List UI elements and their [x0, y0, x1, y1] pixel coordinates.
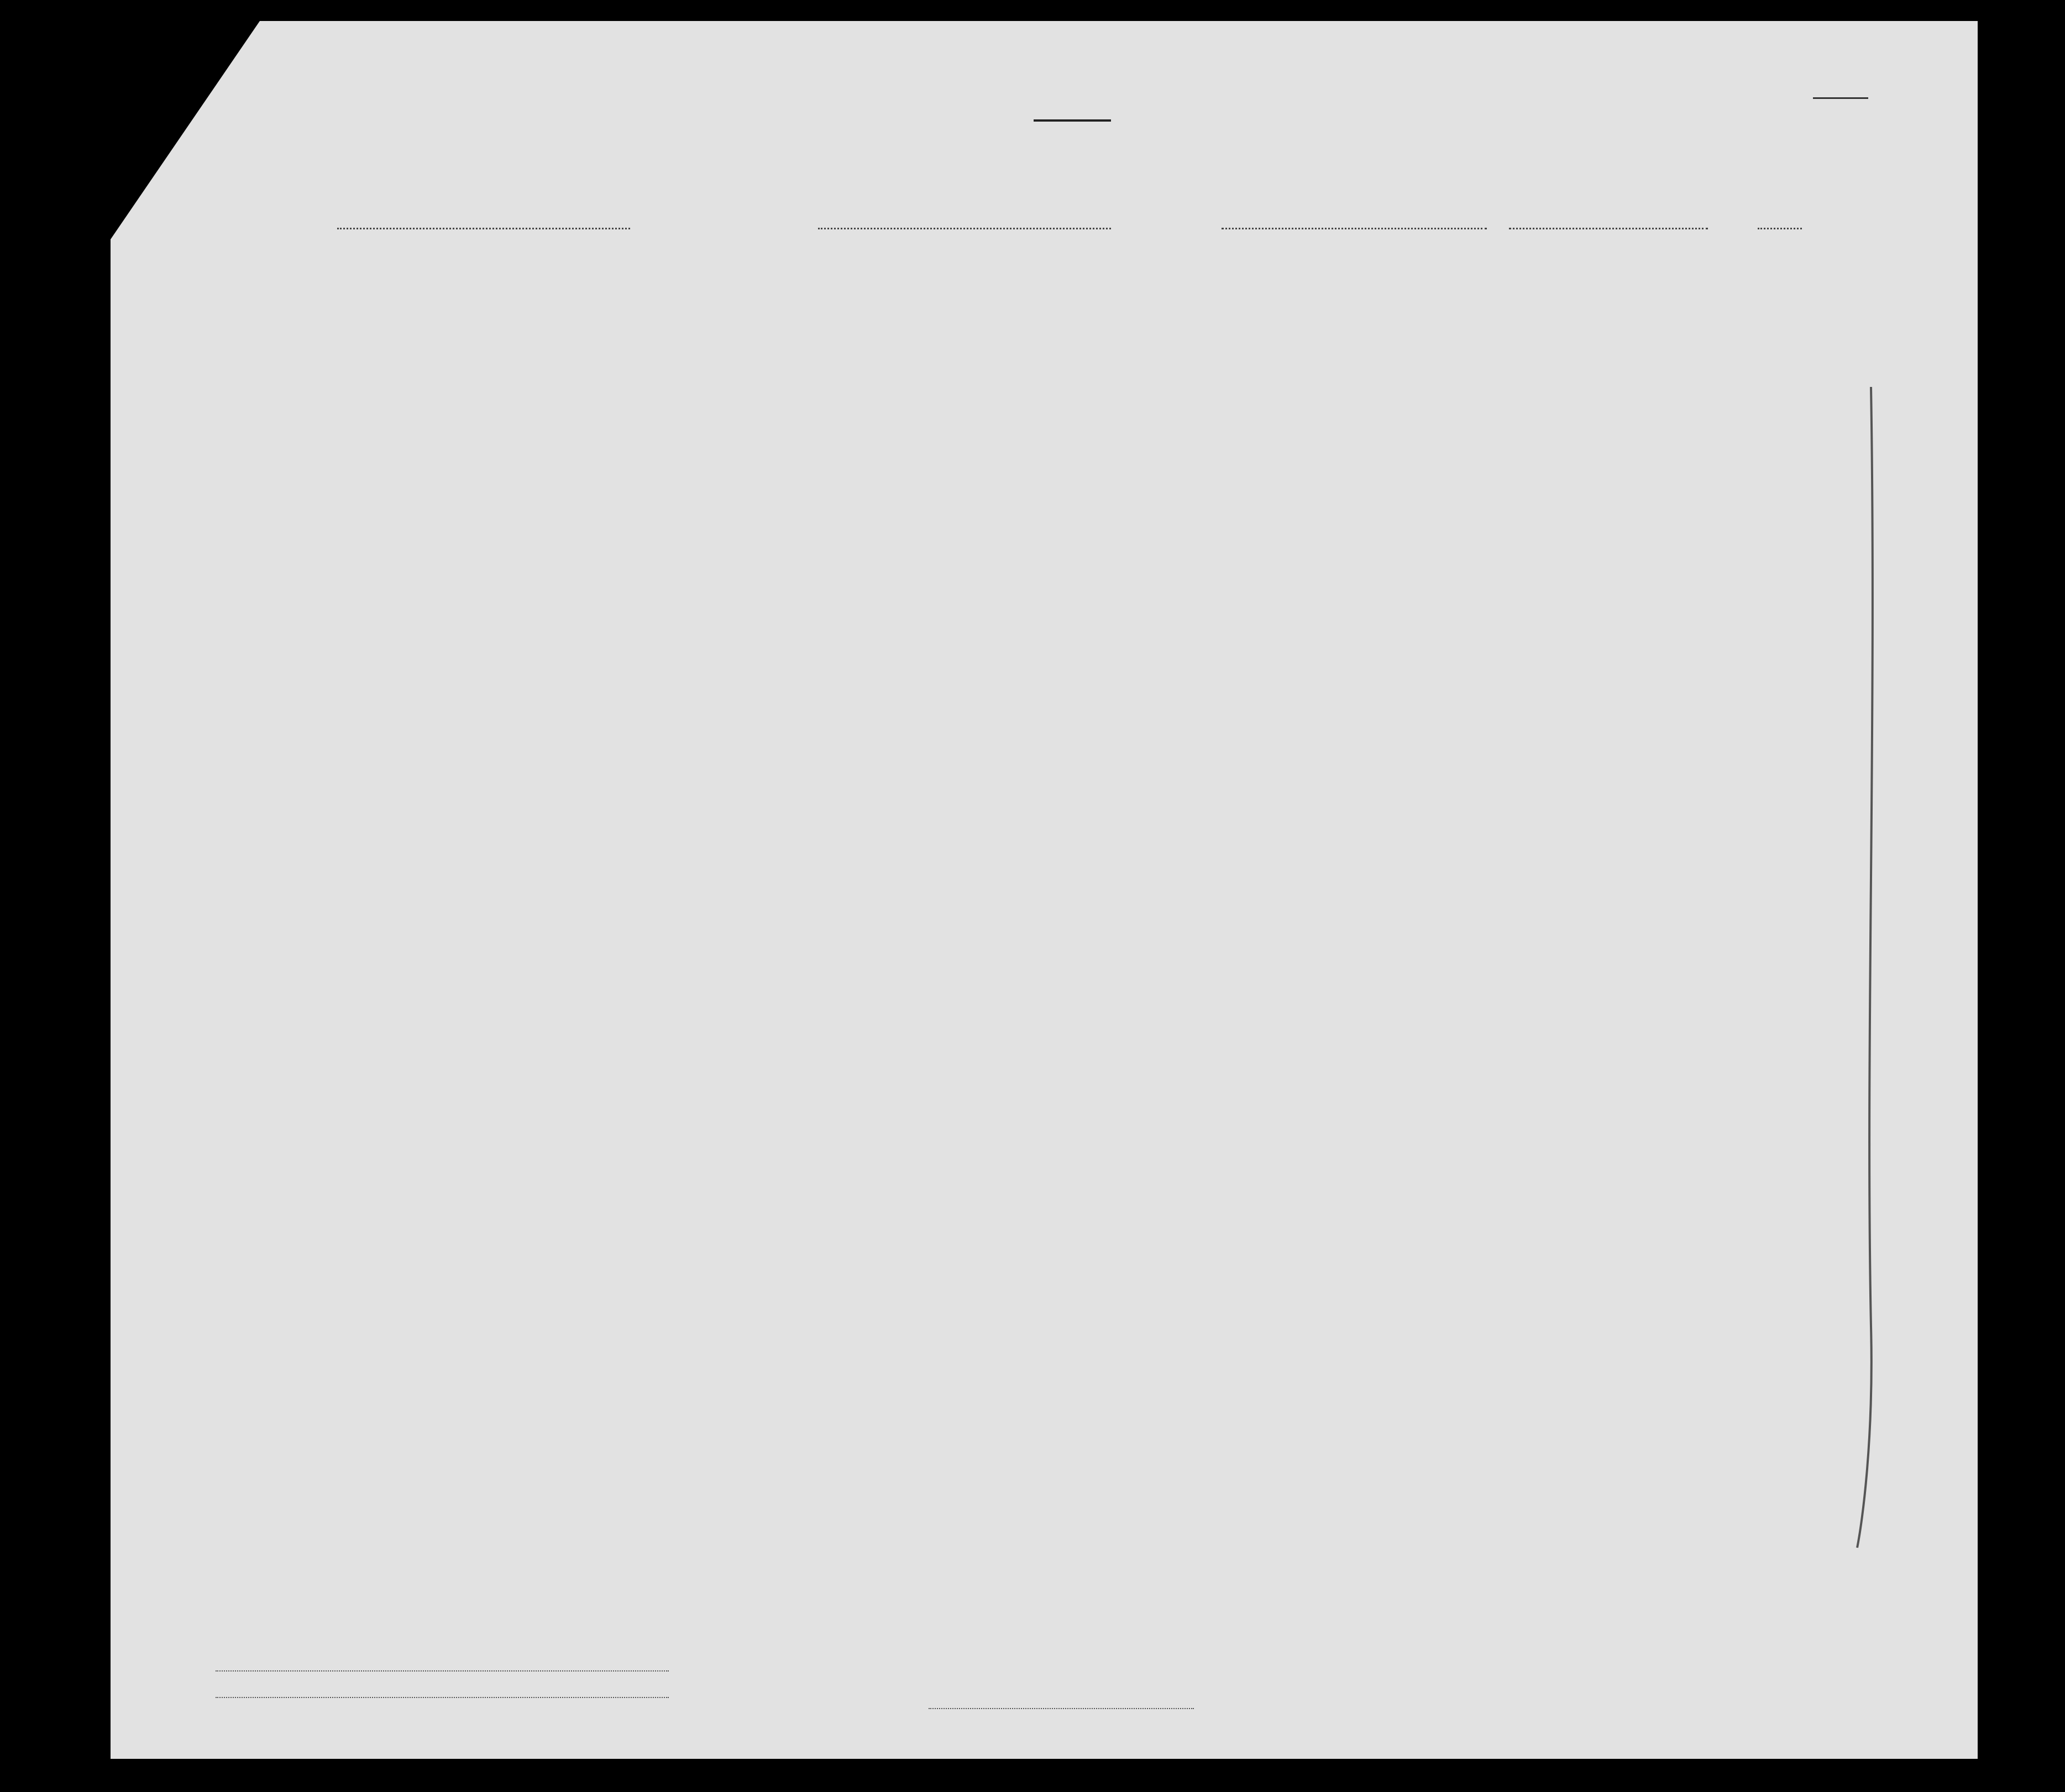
- inspector-dots: [929, 1708, 1194, 1709]
- owners-dots: [216, 1697, 669, 1698]
- inspector-vertical-line: [1857, 387, 1873, 1548]
- line-dots: [216, 1670, 669, 1672]
